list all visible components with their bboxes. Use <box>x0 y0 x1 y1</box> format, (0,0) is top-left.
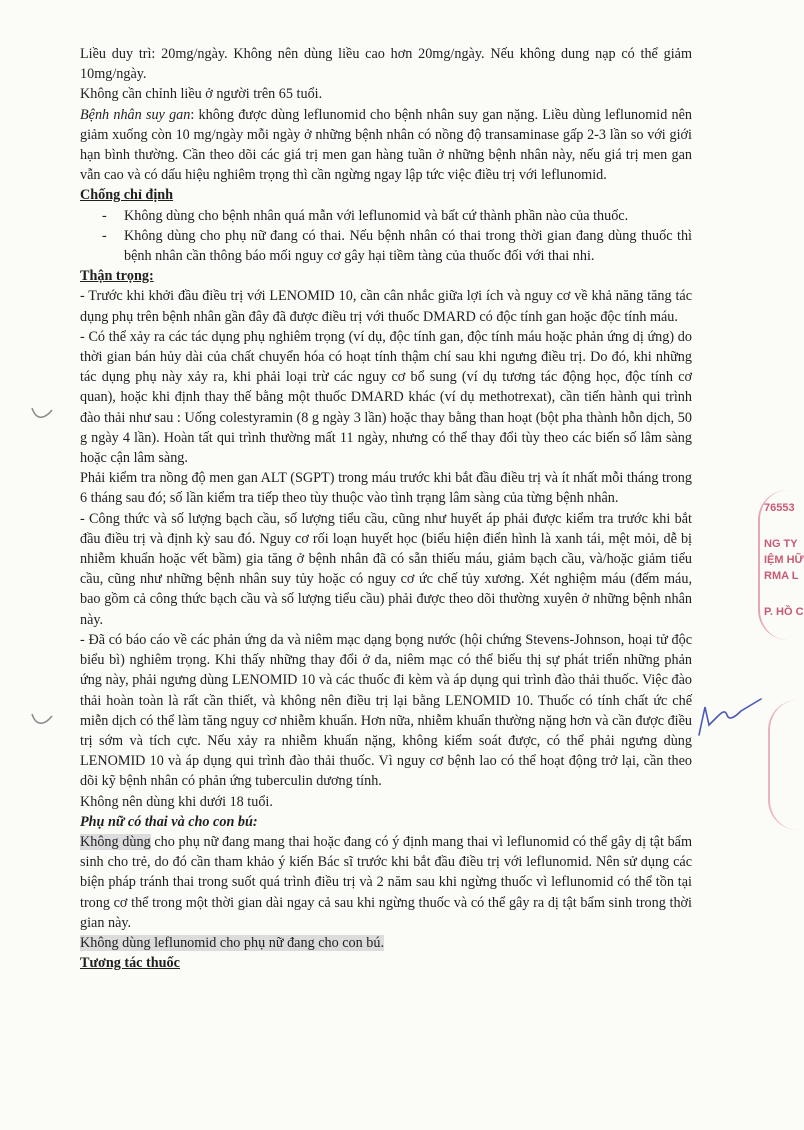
hepatic-impairment-paragraph <box>80 105 692 186</box>
list-item: - Không dùng cho phụ nữ đang có thai. Nếu bệnh nhân có thai trong thời gian đang dùng thuốc thì bệnh nhân cần thông báo mối nguy cơ gây hại tiềm tàng của thuốc đối với thai nhi. <box>102 227 692 265</box>
contraindications-heading: Chống chỉ định <box>80 187 174 204</box>
signature-icon <box>695 695 765 740</box>
precaution-paragraph: - Đã có báo cáo về các phản ứng da và niêm mạc dạng bọng nước (hội chứng Stevens-Johnson, hoại tử độc biểu bì) nghiêm trọng. Khi thấy những thay đổi ở da, niêm mạc có thể biểu thị sự phát triển những phản ứng này, phải ngưng dùng LENOMID 10 và các thuốc đi kèm và áp dụng qui trình đào thải thuốc. Việc đào thải hoàn toàn là rất cần thiết, và không nên điều trị lại bằng LENOMID 10. Thuốc có tính chất ức chế miễn dịch có thể làm tăng nguy cơ nhiễm khuẩn. Hơn nữa, nhiễm khuẩn thường nặng hơn và cần được điều trị sớm và tích cực. Nếu xảy ra nhiễm khuẩn nặng, không kiểm soát được, có thể phải ngưng dùng LENOMID 10 và áp dụng qui trình đào thải thuốc. Vì nguy cơ bệnh lao có thể hoạt động trở lại, cần theo dõi kỹ bệnh nhân có phản ứng tuberculin dương tính. <box>80 631 692 790</box>
interactions-heading: Tương tác thuốc <box>80 955 180 972</box>
precaution-paragraph: Phải kiểm tra nồng độ men gan ALT (SGPT) trong máu trước khi bắt đầu điều trị và ít nhất mỗi tháng trong 6 tháng sau đó; số lần kiểm tra tiếp theo tùy thuộc vào tình trạng lâm sàng của từng bệnh nhân. <box>80 470 692 507</box>
dash-bullet: - <box>102 207 107 224</box>
hepatic-impairment-text: : không được dùng leflunomid cho bệnh nhân suy gan nặng. Liều dùng leflunomid nên giảm xuống còn 10 mg/ngày mỗi ngày ở những bệnh nhân có nồng độ transaminase gấp 2-3 lần so với giới hạn bình thường. Cần theo dõi các giá trị men gan hàng tuần ở những bệnh nhân này, nếu giá trị men gan vẫn cao và có dấu hiệu nghiêm trọng thì cần ngừng ngay lập tức việc điều trị với leflunomid. <box>80 106 692 184</box>
margin-mark-icon <box>30 402 54 426</box>
list-item: - Không dùng cho bệnh nhân quá mẫn với leflunomid và bất cứ thành phần nào của thuốc. <box>80 206 692 226</box>
precaution-paragraph: - Có thể xảy ra các tác dụng phụ nghiêm trọng (ví dụ, độc tính gan, độc tính máu hoặc phản ứng dị ứng) do thời gian bán hủy dài của chất chuyển hóa có hoạt tính thậm chí sau khi ngưng điều trị. Do đó, khi những tác dụng phụ này xảy ra, khi phải loại trừ các nguy cơ bổ sung (ví dụ tương tác động học, độc tính cơ quan), hoặc khi định thay thế bằng một thuốc DMARD khác (ví dụ methotrexat), cần tiến hành qui trình đào thải như sau : Uống colestyramin (8 g ngày 3 lần) hoặc thay bằng than hoạt (bột pha thành hỗn dịch, 50 g ngày 4 lần). Hoàn tất qui trình thường mất 11 ngày, nhưng có thể thay đổi tùy theo các biến số lâm sàng hoặc cận lâm sàng. <box>80 328 692 467</box>
hepatic-impairment-label: Bệnh nhân suy gan <box>80 106 191 123</box>
dash-bullet: - <box>102 227 107 244</box>
pregnancy-paragraph: Không dùng cho phụ nữ đang mang thai hoặc đang có ý định mang thai vì leflunomid có thể gây dị tật bẩm sinh cho trẻ, do đó cần tham khảo ý kiến Bác sĩ trước khi bắt đầu điều trị với leflunomid. Nên sử dụng các biện pháp tránh thai trong suốt quá trình điều trị và 2 năm sau khi ngừng thuốc vì leflunomid có thể tồn tại trong cơ thể trong một thời gian dài ngay cả sau khi ngừng thuốc và có thể gây ra dị tật bẩm sinh trong thời gian này. <box>80 833 692 931</box>
elderly-dose-paragraph: Không cần chỉnh liều ở người trên 65 tuổi. <box>80 86 323 103</box>
precaution-paragraph: Không nên dùng khi dưới 18 tuổi. <box>80 793 273 810</box>
breastfeeding-paragraph <box>80 933 692 953</box>
highlighted-text: Không dùng <box>80 833 151 850</box>
maintenance-dose-paragraph: Liều duy trì: 20mg/ngày. Không nên dùng liều cao hơn 20mg/ngày. Nếu không dung nạp có thể giảm 10mg/ngày. <box>80 46 692 83</box>
stamp-arc <box>768 700 804 830</box>
company-stamp: 76553 NG TY IỆM HỮ RMA L P. HỒ C <box>758 490 804 640</box>
contraindications-list <box>80 206 692 267</box>
precaution-paragraph: - Trước khi khởi đầu điều trị với LENOMID 10, cần cân nhắc giữa lợi ích và nguy cơ về khả năng tăng tác dụng phụ trên bệnh nhân gần đây đã được điều trị với thuốc DMARD có độc tính gan hoặc độc tính máu. <box>80 288 692 325</box>
precautions-heading: Thận trọng: <box>80 268 154 285</box>
precaution-paragraph: - Công thức và số lượng bạch cầu, số lượng tiểu cầu, cũng như huyết áp phải được kiểm tra trước khi bắt đầu điều trị và định kỳ sau đó. Nguy cơ rối loạn huyết học (biểu hiện điển hình là xanh tái, mệt mỏi, dễ bị nhiễm khuẩn hoặc vết bầm) gia tăng ở bệnh nhân đã có sẵn thiếu máu, giảm bạch cầu, và/hoặc giảm tiểu cầu, cũng như những bệnh nhân suy tủy hoặc có nguy cơ ức chế tủy xương. Xét nghiệm máu (đếm máu, bao gồm cả công thức bạch cầu và số lượng tiểu cầu) phải được theo dõi thường xuyên ở những bệnh nhân này. <box>80 510 692 628</box>
pregnancy-heading: Phụ nữ có thai và cho con bú: <box>80 813 258 830</box>
highlighted-text: Không dùng leflunomid cho phụ nữ đang cho con bú. <box>80 934 385 951</box>
margin-mark-icon <box>30 708 54 732</box>
document-body <box>80 44 692 973</box>
